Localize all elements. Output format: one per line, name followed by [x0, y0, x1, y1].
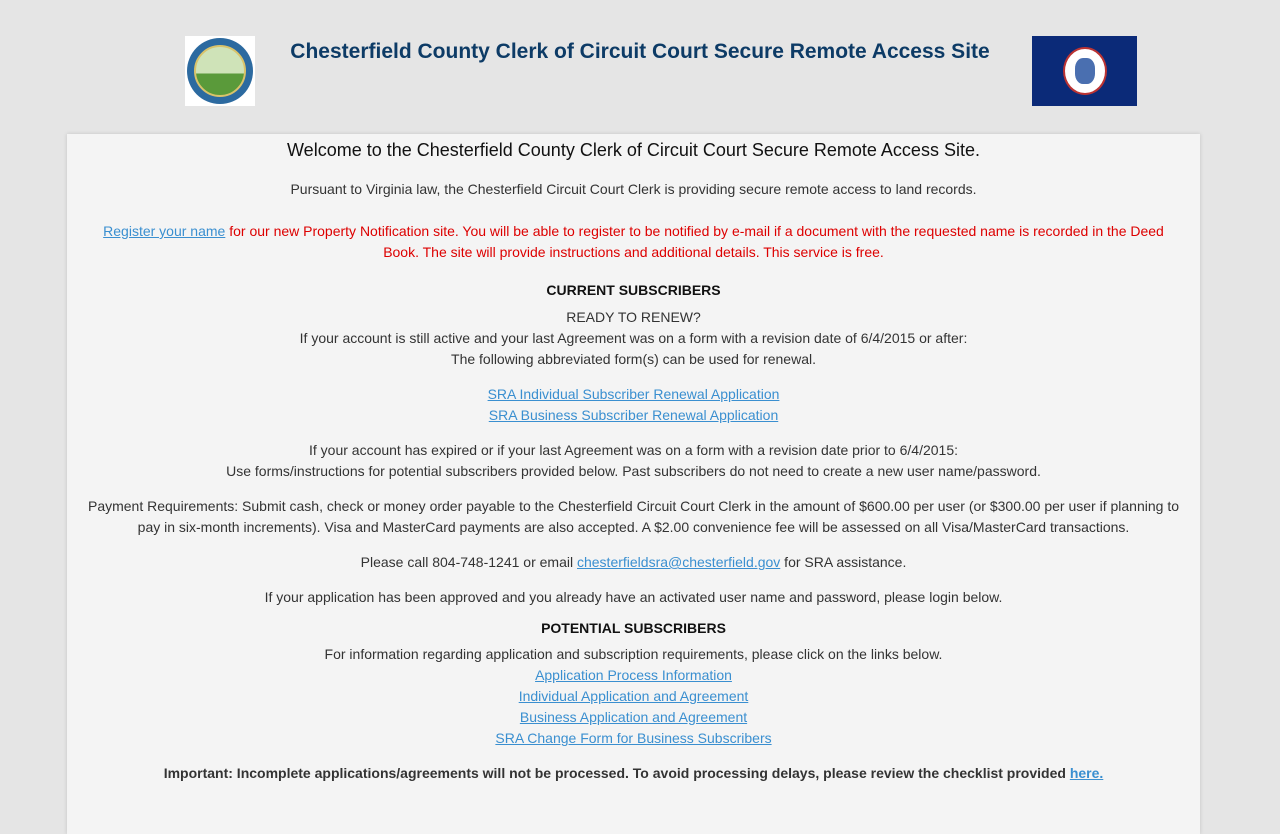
virginia-flag-logo: [1032, 36, 1137, 106]
register-name-link[interactable]: Register your name: [103, 223, 226, 239]
intro-text: Pursuant to Virginia law, the Chesterfield Circuit Court Clerk is providing secure remote access to land records.: [290, 181, 977, 197]
renew-condition: If your account is still active and your last Agreement was on a form with a revision date of 6/4/2015 or after:: [299, 330, 968, 346]
email-link[interactable]: chesterfieldsra@chesterfield.gov: [576, 554, 781, 570]
approved-note: If your application has been approved and you already have an activated user name and password, please login below.: [264, 589, 1003, 605]
welcome-heading: Welcome to the Chesterfield County Clerk of Circuit Court Secure Remote Access Site.: [287, 140, 980, 160]
site-title: Chesterfield County Clerk of Circuit Court Secure Remote Access Site: [290, 40, 990, 63]
renew-forms-note: The following abbreviated form(s) can be used for renewal.: [451, 351, 816, 367]
register-notice: [87, 221, 1180, 263]
main-panel: [67, 134, 1200, 834]
business-application-link[interactable]: Business Application and Agreement: [519, 709, 748, 725]
payment-requirements: Payment Requirements: Submit cash, check or money order payable to the Chesterfield Circuit Court Clerk in the amount of $600.00 per user (or $300.00 per user if planning to pay in six-month increments). Visa and MasterCard payments are also accepted. A $2.00 convenience fee will be assessed on all Visa/MasterCard transactions.: [87, 498, 1179, 535]
register-text: for our new Property Notification site. You will be able to register to be notified by e-mail if a document with the requested name is recorded in the Deed Book. The site will provide instructions and additional details. This service is free.: [225, 223, 1164, 260]
sra-change-form-link[interactable]: SRA Change Form for Business Subscribers: [495, 730, 772, 746]
important-notice: [67, 763, 1200, 784]
contact-post: for SRA assistance.: [780, 554, 907, 570]
ready-to-renew: READY TO RENEW?: [566, 309, 701, 325]
checklist-link[interactable]: here.: [1069, 765, 1104, 781]
business-renewal-link[interactable]: SRA Business Subscriber Renewal Application: [488, 407, 779, 423]
potential-subscribers-heading: POTENTIAL SUBSCRIBERS: [541, 620, 726, 636]
contact-text: [67, 552, 1200, 573]
important-text: Important: Incomplete applications/agreements will not be processed. To avoid processing delays, please review the checklist provided: [163, 765, 1070, 781]
expired-instructions: Use forms/instructions for potential subscribers provided below. Past subscribers do not need to create a new user name/password.: [226, 463, 1041, 479]
current-subscribers-heading: CURRENT SUBSCRIBERS: [546, 282, 721, 298]
contact-pre: Please call 804-748-1241 or email: [360, 554, 577, 570]
application-process-link[interactable]: Application Process Information: [535, 667, 732, 683]
header: [0, 0, 1280, 134]
expired-note: If your account has expired or if your last Agreement was on a form with a revision date prior to 6/4/2015:: [308, 442, 958, 458]
individual-application-link[interactable]: Individual Application and Agreement: [518, 688, 749, 704]
individual-renewal-link[interactable]: SRA Individual Subscriber Renewal Application: [487, 386, 780, 402]
potential-info: For information regarding application and subscription requirements, please click on the links below.: [324, 646, 943, 662]
